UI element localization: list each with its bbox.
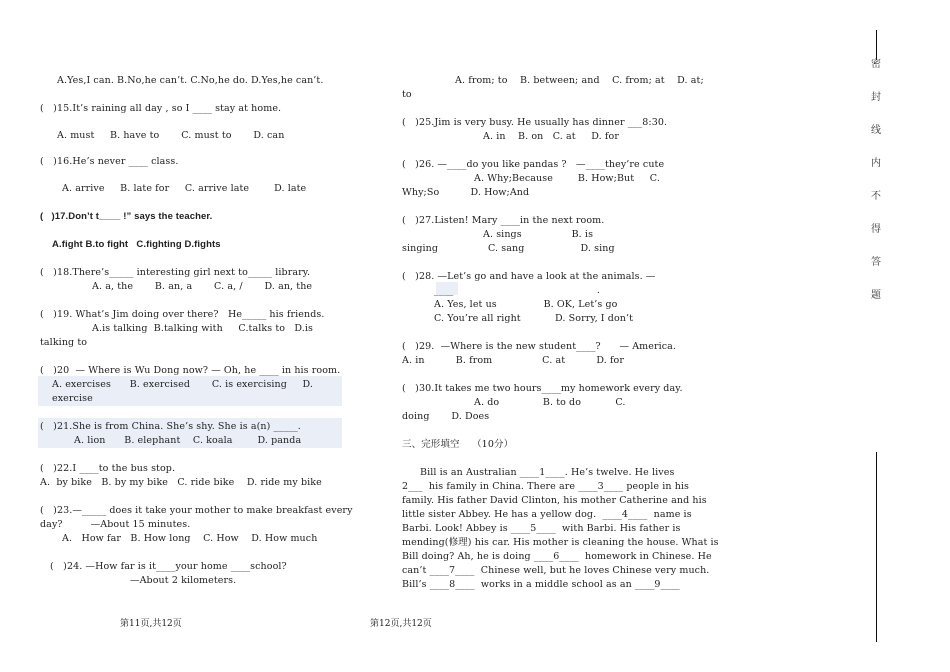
right-line: ( )30.It takes me two hours____my homework every day.	[402, 383, 683, 394]
left-line: A. How far B. How long C. How D. How much	[62, 533, 318, 544]
right-line: Bill is an Australian ____1____. He’s twelve. He lives	[420, 467, 675, 478]
page-number-left: 第11页,共12页	[120, 619, 182, 629]
seal-char: 不	[871, 191, 881, 202]
page-number-right: 第12页,共12页	[370, 619, 432, 629]
right-line: A. do B. to do C.	[474, 397, 626, 408]
right-line: A. Why;Because B. How;But C.	[474, 173, 660, 184]
right-line: A. Yes, let us B. OK, Let’s go	[434, 299, 618, 310]
left-line: ( )16.He’s never ____ class.	[40, 156, 179, 167]
right-line: Barbi. Look! Abbey is ____5____ with Barbi. His father is	[402, 523, 681, 534]
seal-char: 内	[871, 158, 881, 169]
left-line: ( )24. —How far is it____your home ____school?	[50, 561, 287, 572]
left-line: A.Yes,I can. B.No,he can’t. C.No,he do. D.Yes,he can’t.	[57, 75, 324, 86]
seal-char: 题	[871, 290, 881, 301]
right-line: mending(修理) his car. His mother is cleaning the house. What is	[402, 537, 719, 548]
right-line: ( )25.Jim is very busy. He usually has dinner ___8:30.	[402, 117, 668, 128]
right-line: A. in B. from C. at D. for	[402, 355, 625, 366]
right-line: to	[402, 89, 412, 100]
seal-char: 得	[871, 224, 881, 235]
right-line: can’t ____7____ Chinese well, but he loves Chinese very much.	[402, 565, 710, 576]
right-line: Why;So D. How;And	[402, 187, 530, 198]
left-line: day? —About 15 minutes.	[40, 519, 191, 530]
left-line: ( )21.She is from China. She’s shy. She is a(n) _____.	[40, 421, 301, 432]
right-line: family. His father David Clinton, his mother Catherine and his	[402, 495, 707, 506]
right-line: 三、完形填空 （10分）	[402, 439, 514, 450]
left-line: ( )22.I ____to the bus stop.	[40, 463, 176, 474]
right-line: 2___ his family in China. There are ____3____ people in his	[402, 481, 690, 492]
left-line: A. exercises B. exercised C. is exercising D.	[52, 379, 314, 390]
right-line: Bill doing? Ah, he is doing ____6____ homework in Chinese. He	[402, 551, 712, 562]
left-line: ( )20 — Where is Wu Dong now? — Oh, he ____ in his room.	[40, 365, 341, 376]
right-line: ( )29. —Where is the new student____? — America.	[402, 341, 677, 352]
right-line: doing D. Does	[402, 411, 490, 422]
right-line: ( )28. —Let’s go and have a look at the animals. —	[402, 271, 656, 282]
right-line: little sister Abbey. He has a yellow dog. ____4____ name is	[402, 509, 692, 520]
left-line: A. a, the B. an, a C. a, / D. an, the	[92, 281, 313, 292]
right-line: A. from; to B. between; and C. from; at D. at;	[455, 75, 704, 86]
left-line: talking to	[40, 337, 88, 348]
left-line: A. must B. have to C. must to D. can	[57, 130, 285, 141]
right-line: Bill’s ____8____ works in a middle school as an ____9____	[402, 579, 680, 590]
left-line: ( )19. What’s Jim doing over there? He_____ his friends.	[40, 309, 325, 320]
right-line: ____ .	[434, 285, 601, 296]
left-line: ( )23.—_____ does it take your mother to make breakfast every	[40, 505, 353, 516]
left-line: A. lion B. elephant C. koala D. panda	[74, 435, 302, 446]
seal-char: 线	[871, 125, 881, 136]
right-line: A. in B. on C. at D. for	[483, 131, 619, 142]
left-line: ( )15.It’s raining all day , so I ____ stay at home.	[40, 103, 282, 114]
left-line: —About 2 kilometers.	[130, 575, 237, 586]
right-line: ( )26. —____do you like pandas ? —____they’re cute	[402, 159, 665, 170]
right-line: A. sings B. is	[483, 229, 594, 240]
seal-char: 答	[871, 257, 881, 268]
left-line: A. arrive B. late for C. arrive late D. late	[62, 183, 307, 194]
right-line: singing C. sang D. sing	[402, 243, 615, 254]
left-line: exercise	[52, 393, 93, 404]
seal-char: 封	[871, 92, 881, 103]
binding-line-bottom	[876, 452, 877, 642]
right-line: ( )27.Listen! Mary ____in the next room.	[402, 215, 605, 226]
left-line: A.fight B.to fight C.fighting D.fights	[52, 239, 221, 250]
left-line: A.is talking B.talking with C.talks to D.is	[92, 323, 314, 334]
left-line: A. by bike B. by my bike C. ride bike D. ride my bike	[40, 477, 322, 488]
right-line: C. You’re all right D. Sorry, I don’t	[434, 313, 634, 324]
left-line: ( )17.Don’t t____ !” says the teacher.	[40, 211, 213, 222]
seal-char: 密	[871, 59, 881, 70]
left-line: ( )18.There’s_____ interesting girl next to_____ library.	[40, 267, 311, 278]
